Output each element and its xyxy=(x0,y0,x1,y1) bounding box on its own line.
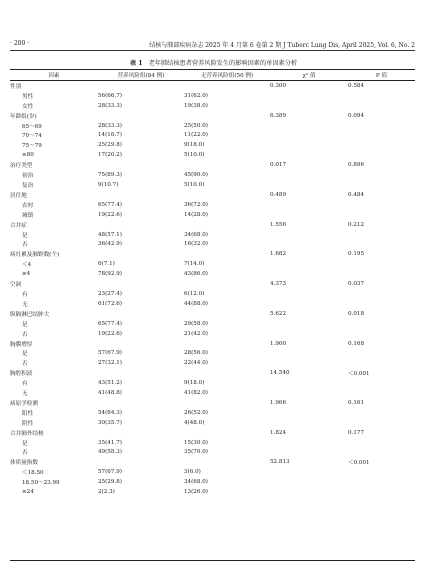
row-chi-square-cell xyxy=(270,438,348,448)
table-row xyxy=(10,418,415,428)
row-chi-square-cell xyxy=(270,150,348,160)
row-p-value-cell xyxy=(348,230,415,240)
table-header-row xyxy=(10,70,415,80)
row-factor-cell: 65～69 xyxy=(22,123,42,130)
row-no-risk-group-cell: 9(18.0) xyxy=(184,142,205,149)
row-risk-group-cell xyxy=(98,80,184,91)
row-p-value-cell xyxy=(348,378,415,388)
row-p-value-cell xyxy=(348,150,415,160)
row-p-value-cell xyxy=(348,467,415,477)
table-row xyxy=(10,329,415,339)
row-risk-group-cell xyxy=(98,398,184,408)
row-risk-group-cell: 19(22.6) xyxy=(98,330,122,337)
row-risk-group-cell: 2(2.3) xyxy=(98,489,115,496)
row-chi-square-cell xyxy=(270,200,348,210)
row-risk-group-cell xyxy=(98,279,184,289)
row-chi-square-cell xyxy=(270,180,348,190)
row-no-risk-group-cell: 26(52.0) xyxy=(184,409,208,416)
column-header-chi-square: χ² 值 xyxy=(302,73,316,79)
row-chi-square-cell xyxy=(270,467,348,477)
row-factor-cell: 无 xyxy=(22,391,28,398)
row-p-value-cell xyxy=(348,448,415,458)
table-row xyxy=(10,358,415,368)
row-risk-group-cell: 23(27.4) xyxy=(98,290,122,297)
row-no-risk-group-cell: 43(86.0) xyxy=(184,271,208,278)
row-p-value-cell xyxy=(348,329,415,339)
row-p-value-cell: 0.212 xyxy=(348,221,365,228)
row-risk-group-cell: 25(29.8) xyxy=(98,479,122,486)
row-chi-square-cell xyxy=(270,101,348,111)
row-chi-square-cell xyxy=(270,259,348,269)
row-factor-cell: 体质量指数 xyxy=(10,460,38,467)
table-row xyxy=(10,428,415,438)
row-p-value-cell xyxy=(348,121,415,131)
row-factor-cell: 城镇 xyxy=(22,212,34,219)
row-p-value-cell: 0.896 xyxy=(348,162,365,169)
table-row xyxy=(10,80,415,91)
row-factor-cell: 女性 xyxy=(22,103,34,110)
table-title: 老年肺结核患者营养风险发生的影响因素的单因素分析 xyxy=(148,60,298,67)
row-chi-square-cell xyxy=(270,170,348,180)
row-factor-cell: 18.50～23.99 xyxy=(22,480,60,487)
row-risk-group-cell xyxy=(98,190,184,200)
table-row xyxy=(10,230,415,240)
row-no-risk-group-cell: 34(68.0) xyxy=(184,479,208,486)
table-row xyxy=(10,170,415,180)
row-chi-square-cell xyxy=(270,210,348,220)
page-number: · 200 · xyxy=(10,40,30,47)
row-risk-group-cell: 65(77.4) xyxy=(98,201,122,208)
row-chi-square-cell xyxy=(270,487,348,497)
row-factor-cell: 75～79 xyxy=(22,143,42,150)
row-factor-cell: 是 xyxy=(22,232,28,239)
row-p-value-cell: ＜0.001 xyxy=(348,371,370,378)
row-factor-cell: 有 xyxy=(22,291,28,298)
row-chi-square-cell xyxy=(270,378,348,388)
row-no-risk-group-cell: 15(30.0) xyxy=(184,439,208,446)
row-p-value-cell xyxy=(348,348,415,358)
row-p-value-cell xyxy=(348,319,415,329)
row-risk-group-cell: 41(48.8) xyxy=(98,390,122,397)
row-p-value-cell xyxy=(348,91,415,101)
row-factor-cell: ＜4 xyxy=(22,262,32,269)
row-no-risk-group-cell xyxy=(184,309,270,319)
column-header-factor: 因素 xyxy=(48,73,60,79)
row-no-risk-group-cell: 3(6.0) xyxy=(184,469,201,476)
row-no-risk-group-cell: 35(70.0) xyxy=(184,449,208,456)
row-p-value-cell: 0.484 xyxy=(348,191,365,198)
row-factor-cell: 合并症 xyxy=(10,222,27,229)
table-row xyxy=(10,339,415,349)
header-rule xyxy=(10,50,415,51)
row-chi-square-cell: 6.389 xyxy=(270,112,287,119)
row-risk-group-cell: 9(10.7) xyxy=(98,182,119,189)
row-risk-group-cell: 17(20.2) xyxy=(98,152,122,159)
row-no-risk-group-cell: 11(22.0) xyxy=(184,132,208,139)
table-row xyxy=(10,289,415,299)
table-row xyxy=(10,190,415,200)
row-p-value-cell: 0.094 xyxy=(348,112,365,119)
table-row xyxy=(10,111,415,121)
row-risk-group-cell: 30(35.7) xyxy=(98,419,122,426)
table-row xyxy=(10,150,415,160)
row-p-value-cell xyxy=(348,487,415,497)
table-row xyxy=(10,487,415,497)
row-no-risk-group-cell: 31(62.0) xyxy=(184,92,208,99)
row-p-value-cell xyxy=(348,131,415,141)
row-p-value-cell xyxy=(348,299,415,309)
row-no-risk-group-cell xyxy=(184,111,270,121)
row-risk-group-cell: 36(42.9) xyxy=(98,241,122,248)
row-p-value-cell: 0.168 xyxy=(348,340,365,347)
row-p-value-cell xyxy=(348,180,415,190)
row-p-value-cell xyxy=(348,388,415,398)
row-risk-group-cell: 14(16.7) xyxy=(98,132,122,139)
table-row xyxy=(10,259,415,269)
row-risk-group-cell xyxy=(98,428,184,438)
row-risk-group-cell: 6(7.1) xyxy=(98,261,115,268)
row-no-risk-group-cell: 44(88.0) xyxy=(184,300,208,307)
row-no-risk-group-cell: 5(10.0) xyxy=(184,182,205,189)
row-no-risk-group-cell xyxy=(184,457,270,467)
row-no-risk-group-cell xyxy=(184,160,270,170)
row-factor-cell: 否 xyxy=(22,242,28,249)
row-no-risk-group-cell: 13(26.0) xyxy=(184,489,208,496)
row-factor-cell: 胸膜增厚 xyxy=(10,341,33,348)
row-no-risk-group-cell xyxy=(184,428,270,438)
table-bottom-rule xyxy=(10,560,415,561)
row-no-risk-group-cell: 5(10.0) xyxy=(184,152,205,159)
table-row xyxy=(10,398,415,408)
row-chi-square-cell: 0.300 xyxy=(270,82,287,89)
row-chi-square-cell xyxy=(270,121,348,131)
row-factor-cell: ≥24 xyxy=(22,489,34,496)
row-risk-group-cell: 65(77.4) xyxy=(98,320,122,327)
row-factor-cell: 阴性 xyxy=(22,420,34,427)
row-no-risk-group-cell: 28(56.0) xyxy=(184,350,208,357)
row-p-value-cell: 0.018 xyxy=(348,310,365,317)
row-chi-square-cell xyxy=(270,418,348,428)
table-row xyxy=(10,91,415,101)
row-factor-cell: 男性 xyxy=(22,93,34,100)
univariate-analysis-table xyxy=(10,70,415,497)
row-chi-square-cell: 1.556 xyxy=(270,221,287,228)
row-risk-group-cell xyxy=(98,309,184,319)
row-p-value-cell: 0.037 xyxy=(348,281,365,288)
row-risk-group-cell: 19(22.6) xyxy=(98,211,122,218)
row-chi-square-cell xyxy=(270,319,348,329)
row-no-risk-group-cell: 7(14.0) xyxy=(184,261,205,268)
table-row xyxy=(10,408,415,418)
row-chi-square-cell: 1.966 xyxy=(270,399,287,406)
row-factor-cell: 复治 xyxy=(22,183,34,190)
row-chi-square-cell xyxy=(270,131,348,141)
row-risk-group-cell: 54(64.3) xyxy=(98,409,122,416)
row-p-value-cell: 0.584 xyxy=(348,82,365,89)
row-risk-group-cell: 27(32.1) xyxy=(98,360,122,367)
row-factor-cell: 是 xyxy=(22,351,28,358)
row-factor-cell: 否 xyxy=(22,331,28,338)
row-no-risk-group-cell: 4(48.0) xyxy=(184,419,205,426)
row-chi-square-cell xyxy=(270,358,348,368)
table-row xyxy=(10,457,415,467)
table-row xyxy=(10,101,415,111)
row-chi-square-cell: 5.622 xyxy=(270,310,287,317)
column-header-no-risk-group: 无营养风险组(50 例) xyxy=(200,73,254,79)
row-risk-group-cell: 49(58.3) xyxy=(98,449,122,456)
table-row xyxy=(10,121,415,131)
row-factor-cell: 纵隔淋巴结肿大 xyxy=(10,311,50,318)
journal-header: 结核与肺部疾病杂志 2025 年 4 月第 6 卷第 2 期 J Tuberc Lung Dis, April 2025, Vol. 6, No. 2 xyxy=(149,42,415,49)
row-factor-cell: 是 xyxy=(22,321,28,328)
row-factor-cell: 胸腔积液 xyxy=(10,371,33,378)
row-risk-group-cell xyxy=(98,249,184,259)
table-row xyxy=(10,249,415,259)
row-no-risk-group-cell xyxy=(184,368,270,378)
table-row xyxy=(10,368,415,378)
table-row xyxy=(10,200,415,210)
row-p-value-cell xyxy=(348,259,415,269)
table-number: 表 1 xyxy=(129,60,143,67)
row-chi-square-cell xyxy=(270,329,348,339)
row-risk-group-cell: 48(57.1) xyxy=(98,231,122,238)
row-risk-group-cell xyxy=(98,339,184,349)
row-no-risk-group-cell: 16(32.0) xyxy=(184,241,208,248)
row-chi-square-cell xyxy=(270,230,348,240)
row-no-risk-group-cell: 36(72.0) xyxy=(184,201,208,208)
row-risk-group-cell xyxy=(98,368,184,378)
row-chi-square-cell: 52.813 xyxy=(270,459,290,466)
row-risk-group-cell: 25(29.8) xyxy=(98,142,122,149)
row-chi-square-cell xyxy=(270,388,348,398)
row-risk-group-cell: 28(33.3) xyxy=(98,122,122,129)
row-risk-group-cell xyxy=(98,220,184,230)
row-chi-square-cell xyxy=(270,299,348,309)
row-factor-cell: 居住地 xyxy=(10,192,27,199)
row-chi-square-cell: 0.489 xyxy=(270,191,287,198)
row-risk-group-cell xyxy=(98,457,184,467)
row-chi-square-cell: 4.373 xyxy=(270,281,287,288)
column-header-p-value: P 值 xyxy=(375,73,388,79)
row-factor-cell: 空洞 xyxy=(10,282,22,289)
row-p-value-cell: 0.177 xyxy=(348,429,365,436)
row-p-value-cell: 0.161 xyxy=(348,399,365,406)
row-no-risk-group-cell: 29(58.0) xyxy=(184,320,208,327)
row-p-value-cell: 0.195 xyxy=(348,251,365,258)
row-chi-square-cell xyxy=(270,477,348,487)
row-p-value-cell: ＜0.001 xyxy=(348,460,370,467)
column-header-risk-group: 营养风险组(84 例) xyxy=(117,73,165,79)
row-no-risk-group-cell xyxy=(184,220,270,230)
row-risk-group-cell: 78(92.9) xyxy=(98,271,122,278)
row-chi-square-cell xyxy=(270,448,348,458)
row-no-risk-group-cell: 41(82.0) xyxy=(184,390,208,397)
row-p-value-cell xyxy=(348,358,415,368)
table-caption xyxy=(0,58,427,67)
row-no-risk-group-cell xyxy=(184,80,270,91)
row-chi-square-cell xyxy=(270,91,348,101)
row-factor-cell: 有 xyxy=(22,381,28,388)
row-factor-cell: ≥80 xyxy=(22,152,34,159)
row-chi-square-cell xyxy=(270,348,348,358)
row-chi-square-cell xyxy=(270,408,348,418)
row-no-risk-group-cell: 9(18.0) xyxy=(184,380,205,387)
row-no-risk-group-cell xyxy=(184,339,270,349)
row-risk-group-cell xyxy=(98,160,184,170)
row-factor-cell: ＜18.50 xyxy=(22,470,44,477)
table-row xyxy=(10,309,415,319)
row-risk-group-cell: 56(66.7) xyxy=(98,92,122,99)
table-row xyxy=(10,140,415,150)
row-chi-square-cell: 14.540 xyxy=(270,370,290,377)
row-p-value-cell xyxy=(348,200,415,210)
row-no-risk-group-cell: 19(38.0) xyxy=(184,102,208,109)
row-p-value-cell xyxy=(348,438,415,448)
row-risk-group-cell: 57(67.9) xyxy=(98,350,122,357)
row-risk-group-cell xyxy=(98,111,184,121)
row-risk-group-cell: 28(33.3) xyxy=(98,102,122,109)
row-factor-cell: 性别 xyxy=(10,83,22,90)
row-factor-cell: 合并肺外结核 xyxy=(10,430,44,437)
row-no-risk-group-cell: 22(44.0) xyxy=(184,360,208,367)
table-row xyxy=(10,279,415,289)
row-chi-square-cell: 0.017 xyxy=(270,162,287,169)
row-factor-cell: ≥4 xyxy=(22,271,31,278)
row-factor-cell: 病原学检测 xyxy=(10,400,38,407)
row-p-value-cell xyxy=(348,418,415,428)
table-row xyxy=(10,220,415,230)
row-p-value-cell xyxy=(348,269,415,279)
row-no-risk-group-cell xyxy=(184,279,270,289)
row-p-value-cell xyxy=(348,140,415,150)
table-row xyxy=(10,477,415,487)
row-no-risk-group-cell xyxy=(184,398,270,408)
table-row xyxy=(10,180,415,190)
row-p-value-cell xyxy=(348,408,415,418)
row-chi-square-cell xyxy=(270,240,348,250)
table-body xyxy=(10,80,415,497)
row-chi-square-cell xyxy=(270,269,348,279)
row-risk-group-cell: 57(67.9) xyxy=(98,469,122,476)
row-p-value-cell xyxy=(348,289,415,299)
row-factor-cell: 70～74 xyxy=(22,133,42,140)
row-chi-square-cell: 1.682 xyxy=(270,251,287,258)
row-risk-group-cell: 43(51.2) xyxy=(98,380,122,387)
table-row xyxy=(10,438,415,448)
row-factor-cell: 年龄组(岁) xyxy=(10,113,37,120)
row-factor-cell: 否 xyxy=(22,361,28,368)
row-no-risk-group-cell xyxy=(184,190,270,200)
row-chi-square-cell xyxy=(270,140,348,150)
table-row xyxy=(10,299,415,309)
table-row xyxy=(10,319,415,329)
table-row xyxy=(10,160,415,170)
row-factor-cell: 阳性 xyxy=(22,410,34,417)
table-row xyxy=(10,240,415,250)
table-row xyxy=(10,448,415,458)
row-risk-group-cell: 75(89.3) xyxy=(98,172,122,179)
row-chi-square-cell: 1.900 xyxy=(270,340,287,347)
row-no-risk-group-cell: 21(42.0) xyxy=(184,330,208,337)
row-p-value-cell xyxy=(348,101,415,111)
table-row xyxy=(10,269,415,279)
row-factor-cell: 病灶累及肺野数(个) xyxy=(10,252,60,259)
row-factor-cell: 否 xyxy=(22,450,28,457)
row-p-value-cell xyxy=(348,170,415,180)
row-no-risk-group-cell: 45(90.0) xyxy=(184,172,208,179)
table-row xyxy=(10,388,415,398)
row-chi-square-cell xyxy=(270,289,348,299)
row-no-risk-group-cell xyxy=(184,249,270,259)
row-p-value-cell xyxy=(348,210,415,220)
table-row xyxy=(10,378,415,388)
row-factor-cell: 是 xyxy=(22,440,28,447)
table-row xyxy=(10,467,415,477)
row-no-risk-group-cell: 6(12.0) xyxy=(184,290,205,297)
table-row xyxy=(10,210,415,220)
row-no-risk-group-cell: 25(50.0) xyxy=(184,122,208,129)
row-chi-square-cell: 1.824 xyxy=(270,429,287,436)
row-factor-cell: 治疗类型 xyxy=(10,163,33,170)
row-factor-cell: 初治 xyxy=(22,173,34,180)
row-risk-group-cell: 61(72.6) xyxy=(98,300,122,307)
table-row xyxy=(10,348,415,358)
row-p-value-cell xyxy=(348,477,415,487)
row-factor-cell: 农村 xyxy=(22,202,34,209)
row-no-risk-group-cell: 14(28.0) xyxy=(184,211,208,218)
row-risk-group-cell: 35(41.7) xyxy=(98,439,122,446)
row-no-risk-group-cell: 34(68.0) xyxy=(184,231,208,238)
row-factor-cell: 无 xyxy=(22,301,28,308)
row-p-value-cell xyxy=(348,240,415,250)
table-row xyxy=(10,131,415,141)
